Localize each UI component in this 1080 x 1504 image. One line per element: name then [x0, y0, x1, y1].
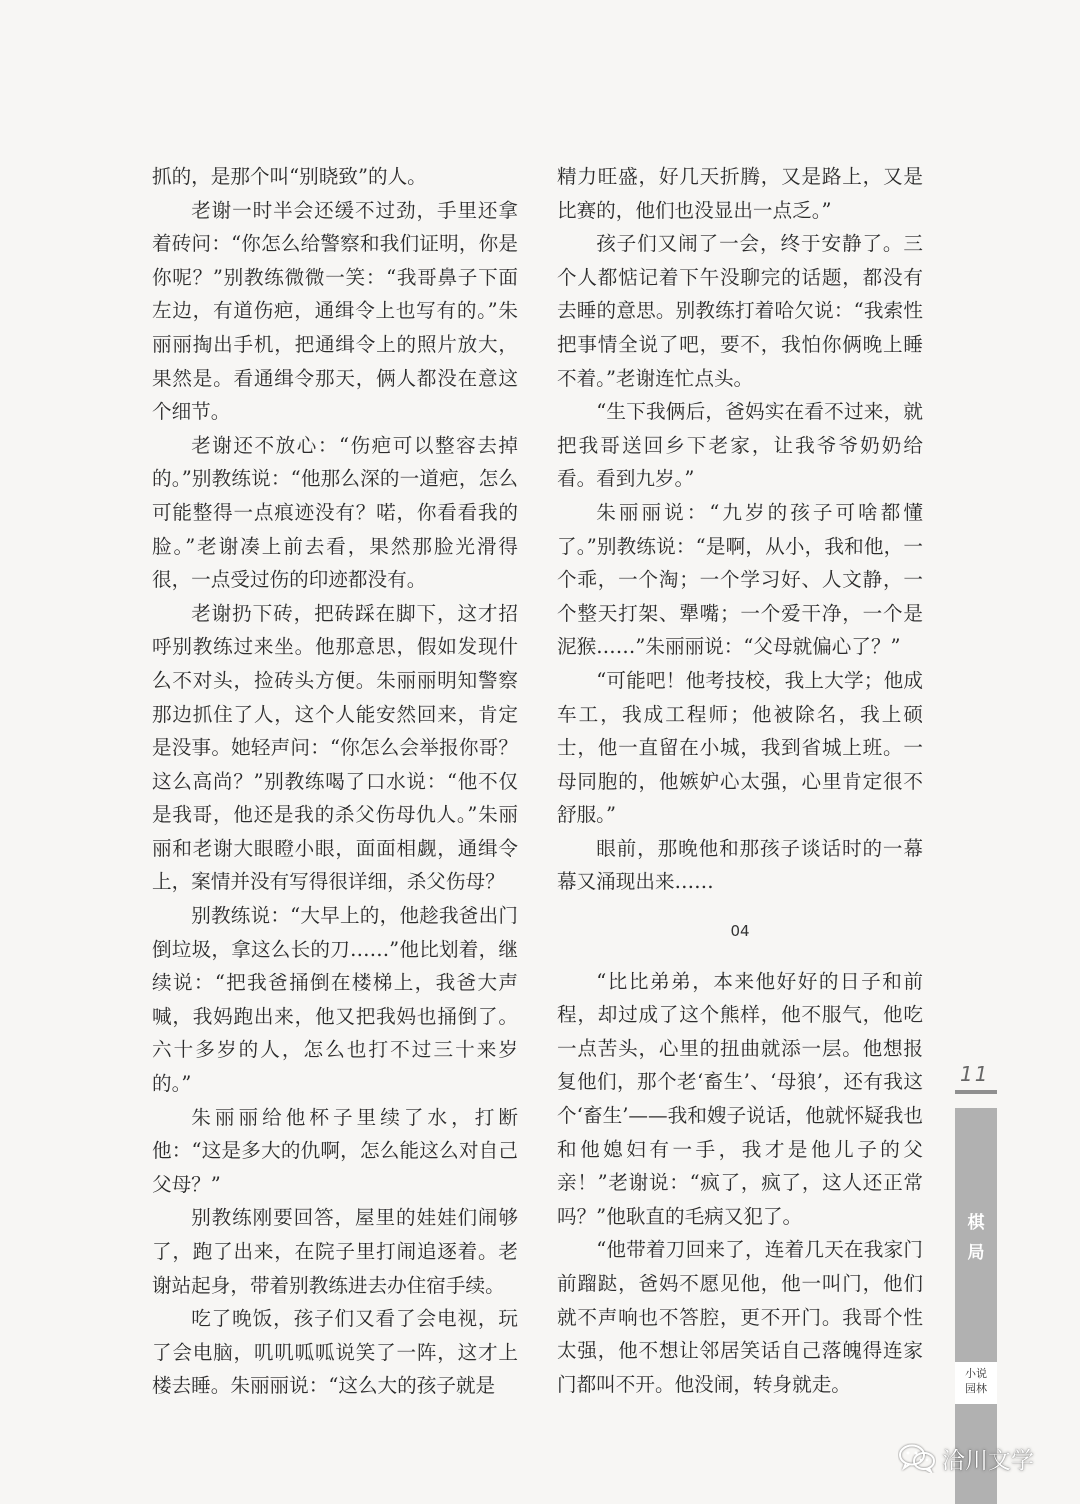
paragraph: 孩子们又闹了一会，终于安静了。三个人都惦记着下午没聊完的话题，都没有去睡的意思。别教练打着哈欠说：“我索性把事情全说了吧，要不，我怕你俩晚上睡不着。”老谢连忙点头。 [557, 232, 923, 390]
section-number: 04 [730, 922, 750, 941]
paragraph: 眼前，那晚他和那孩子谈话时的一幕幕又涌现出来…… [557, 836, 923, 894]
watermark [898, 1443, 1034, 1473]
paragraph: 吃了晚饭，孩子们又看了会电视，玩了会电脑，叽叽呱呱说笑了一阵，这才上楼去睡。朱丽丽说：“这么大的孩子就是 [152, 1307, 518, 1398]
paragraph: “比比弟弟，本来他好好的日子和前程，却过成了这个熊样，他不服气，他吃一点苦头，心里的扭曲就添一层。他想报复他们，那个老‘畜生’、‘母狼’，还有我这个‘畜生’——我和嫂子说话，他就怀疑我也和他媳妇有一手，我才是他儿子的父亲！”老谢说：“疯了，疯了，这人还正常吗？”他耿直的毛病又犯了。 [557, 969, 923, 1228]
magazine-section-label: 小说 园林 [955, 1362, 997, 1404]
paragraph: 朱丽丽说：“九岁的孩子可啥都懂了。”别教练说：“是啊，从小，我和他，一个乖，一个淘；一个学习好、人文静，一个整天打架、犟嘴；一个爱干净，一个是泥猴……”朱丽丽说：“父母就偏心了？” [557, 500, 923, 659]
right-column [557, 160, 923, 1401]
paragraph: 老谢一时半会还缓不过劲，手里还拿着砖问：“你怎么给警察和我们证明，你是你呢？”别教练微微一笑：“我哥鼻子下面左边，有道伤疤，通缉令上也写有的。”朱丽丽掏出手机，把通缉令上的照片放大，果然是。看通缉令那天，俩人都没在意这个细节。 [152, 198, 518, 424]
page-number-rule [955, 1090, 997, 1094]
paragraph: 老谢扔下砖，把砖踩在脚下，这才招呼别教练过来坐。他那意思，假如发现什么不对头，捡砖头方便。朱丽丽明知警察那边抓住了人，这个人能安然回来，肯定是没事。她轻声问：“你怎么会举报你哥？这么高尚？”别教练喝了口水说：“他不仅是我哥，他还是我的杀父伤母仇人。”朱丽丽和老谢大眼瞪小眼，面面相觑，通缉令上，案情并没有写得很详细，杀父伤母？ [152, 601, 518, 894]
wechat-icon [898, 1443, 936, 1473]
paragraph: 精力旺盛，好几天折腾，又是路上，又是比赛的，他们也没显出一点乏。” [557, 165, 923, 222]
paragraph: 别教练说：“大早上的，他趁我爸出门倒垃圾，拿这么长的刀……”他比划着，继续说：“把我爸捅倒在楼梯上，我爸大声喊，我妈跑出来，他又把我妈也捅倒了。六十多岁的人，怎么也打不过三十来岁的。” [152, 904, 518, 1096]
watermark-text: 洽川文学 [942, 1447, 1034, 1474]
column-title: 棋 局 [967, 1213, 985, 1263]
paragraph: 别教练刚要回答，屋里的娃娃们闹够了，跑了出来，在院子里打闹追逐着。老谢站起身，带着别教练进去办住宿手续。 [152, 1206, 518, 1297]
right-column-before-section [557, 160, 923, 899]
left-column [152, 160, 518, 1403]
page-number: 11 [960, 1062, 990, 1086]
paragraph: 老谢还不放心：“伤疤可以整容去掉的。”别教练说：“他那么深的一道疤，怎么可能整得一点痕迹没有？喏，你看看我的脸。”老谢凑上前去看，果然那脸光滑得很，一点受过伤的印迹都没有。 [152, 433, 518, 592]
paragraph: 朱丽丽给他杯子里续了水，打断他：“这是多大的仇啊，怎么能这么对自己父母？” [152, 1105, 518, 1196]
paragraph: “他带着刀回来了，连着几天在我家门前蹓跶，爸妈不愿见他，他一叫门，他们就不声响也不答腔，更不开门。我哥个性太强，他不想让邻居笑话自己落魄得连家门都叫不开。他没闹，转身就走。 [557, 1238, 923, 1396]
paragraph: “可能吧！他考技校，我上大学；他成车工，我成工程师；他被除名，我上硕士，他一直留在小城，我到省城上班。一母同胞的，他嫉妒心太强，心里肯定很不舒服。” [557, 668, 923, 827]
paragraph: 抓的，是那个叫“别晓致”的人。 [152, 165, 427, 188]
right-column-after-section [557, 965, 923, 1402]
paragraph: “生下我俩后，爸妈实在看不过来，就把我哥送回乡下老家，让我爷爷奶奶给看。看到九岁。” [557, 400, 923, 491]
